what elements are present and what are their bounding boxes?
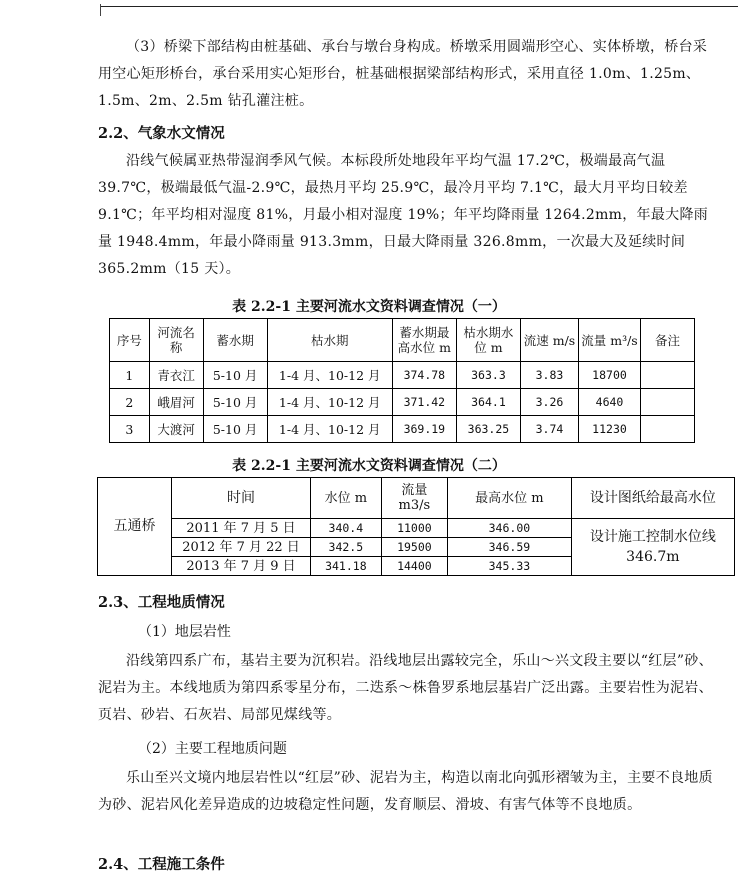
table-cell: 364.1 bbox=[456, 389, 520, 416]
table-header-cell: 序号 bbox=[110, 319, 150, 362]
table-cell: 346.00 bbox=[448, 519, 572, 538]
table-cell: 340.4 bbox=[311, 519, 382, 538]
table-cell: 1 bbox=[110, 362, 150, 389]
table-cell: 18700 bbox=[578, 362, 640, 389]
table-row bbox=[110, 389, 695, 416]
table-cell: 371.42 bbox=[392, 389, 456, 416]
table-row bbox=[98, 519, 735, 538]
table-header-cell: 河流名称 bbox=[149, 319, 203, 362]
header-rule bbox=[100, 0, 738, 7]
table-cell: 3.74 bbox=[520, 416, 578, 443]
table-header-cell: 蓄水期 bbox=[203, 319, 267, 362]
table-cell: 3.26 bbox=[520, 389, 578, 416]
table-header-row bbox=[98, 478, 735, 519]
margin-mark bbox=[100, 4, 101, 16]
table-cell: 374.78 bbox=[392, 362, 456, 389]
table-cell bbox=[641, 362, 695, 389]
table-cell: 5-10 月 bbox=[203, 389, 267, 416]
table-cell: 342.5 bbox=[311, 538, 382, 557]
heading-climate-hydrology: 2.2、气象水文情况 bbox=[98, 125, 225, 142]
table-cell: 3.83 bbox=[520, 362, 578, 389]
heading-construction-conditions: 2.4、工程施工条件 bbox=[98, 856, 225, 873]
table-cell: 2013 年 7 月 9 日 bbox=[171, 557, 310, 576]
table-cell: 4640 bbox=[578, 389, 640, 416]
table-cell: 1-4 月、10-12 月 bbox=[267, 362, 392, 389]
table-cell: 346.59 bbox=[448, 538, 572, 557]
table-header-cell: 时间 bbox=[171, 478, 310, 519]
table-cell: 363.3 bbox=[456, 362, 520, 389]
table-cell: 369.19 bbox=[392, 416, 456, 443]
table-row bbox=[110, 362, 695, 389]
paragraph-bridge-substructure: （3）桥梁下部结构由桩基础、承台与墩台身构成。桥墩采用圆端形空心、实体桥墩，桥台采用空心矩形桥台，承台采用实心矩形台，桩基础根据梁部结构形式，采用直径 1.0m、1.25m、1.5m、2m、2.5m 钻孔灌注桩。 bbox=[98, 39, 708, 109]
table2-caption: 表 2.2-1 主要河流水文资料调查情况（二） bbox=[232, 458, 506, 474]
table-cell: 青衣江 bbox=[149, 362, 203, 389]
table-cell: 1-4 月、10-12 月 bbox=[267, 389, 392, 416]
table-header-cell: 流量 m3/s bbox=[381, 478, 448, 519]
river-hydrology-table-2 bbox=[97, 477, 735, 576]
table-header-cell: 备注 bbox=[641, 319, 695, 362]
paragraph-climate: 沿线气候属亚热带湿润季风气候。本标段所处地段年平均气温 17.2℃，极端最高气温 39.7℃，极端最低气温-2.9℃，最热月平均 25.9℃，最冷月平均 7.1℃，最大月平均日较差 9.1℃；年平均相对湿度 81%，月最小相对湿度 19%；年平均降雨量 1264.2mm，年最大降雨量 1948.4mm，年最小降雨量 913.3mm，日最大降雨量 326.8mm，一次最大及延续时间 365.2mm（15 天）。 bbox=[98, 153, 709, 277]
table-cell: 2012 年 7 月 22 日 bbox=[171, 538, 310, 557]
paragraph-geology-issues: 乐山至兴文境内地层岩性以“红层”砂、泥岩为主，构造以南北向弧形褶皱为主，主要不良地质为砂、泥岩风化差异造成的边坡稳定性问题，发育顺层、滑坡、有害气体等不良地质。 bbox=[98, 770, 713, 813]
table-header-row bbox=[110, 319, 695, 362]
paragraph-strata: 沿线第四系广布，基岩主要为沉积岩。沿线地层出露较完全，乐山～兴文段主要以“红层”砂、泥岩为主。本线地质为第四系零星分布，二迭系～株鲁罗系地层基岩广泛出露。主要岩性为泥岩、页岩、砂岩、石灰岩、局部见煤线等。 bbox=[98, 653, 713, 723]
river-hydrology-table-1 bbox=[109, 318, 695, 443]
table-cell: 11000 bbox=[381, 519, 448, 538]
table-cell: 5-10 月 bbox=[203, 362, 267, 389]
table-cell: 11230 bbox=[578, 416, 640, 443]
table-cell: 2011 年 7 月 5 日 bbox=[171, 519, 310, 538]
table-cell: 341.18 bbox=[311, 557, 382, 576]
site-name-cell: 五通桥 bbox=[98, 478, 172, 576]
table-cell: 19500 bbox=[381, 538, 448, 557]
design-water-level-cell: 设计施工控制水位线 346.7m bbox=[571, 519, 734, 576]
table-cell: 峨眉河 bbox=[149, 389, 203, 416]
heading-engineering-geology: 2.3、工程地质情况 bbox=[98, 594, 225, 611]
table-header-cell: 枯水期水位 m bbox=[456, 319, 520, 362]
table-cell: 大渡河 bbox=[149, 416, 203, 443]
table-cell bbox=[641, 389, 695, 416]
table-cell bbox=[641, 416, 695, 443]
table-header-cell: 枯水期 bbox=[267, 319, 392, 362]
table-cell: 14400 bbox=[381, 557, 448, 576]
table-header-cell: 水位 m bbox=[311, 478, 382, 519]
table-cell: 5-10 月 bbox=[203, 416, 267, 443]
table-cell: 345.33 bbox=[448, 557, 572, 576]
table-header-cell: 流速 m/s bbox=[520, 319, 578, 362]
table-header-cell: 蓄水期最高水位 m bbox=[392, 319, 456, 362]
subheading-geology-issues: （2）主要工程地质问题 bbox=[138, 741, 287, 757]
subheading-strata-lithology: （1）地层岩性 bbox=[138, 624, 231, 640]
table-header-cell: 设计图纸给最高水位 bbox=[571, 478, 734, 519]
table-cell: 1-4 月、10-12 月 bbox=[267, 416, 392, 443]
table-row bbox=[110, 416, 695, 443]
table1-caption: 表 2.2-1 主要河流水文资料调查情况（一） bbox=[232, 299, 506, 315]
table-cell: 3 bbox=[110, 416, 150, 443]
table-cell: 363.25 bbox=[456, 416, 520, 443]
table-cell: 2 bbox=[110, 389, 150, 416]
table-header-cell: 最高水位 m bbox=[448, 478, 572, 519]
table-header-cell: 流量 m³/s bbox=[578, 319, 640, 362]
